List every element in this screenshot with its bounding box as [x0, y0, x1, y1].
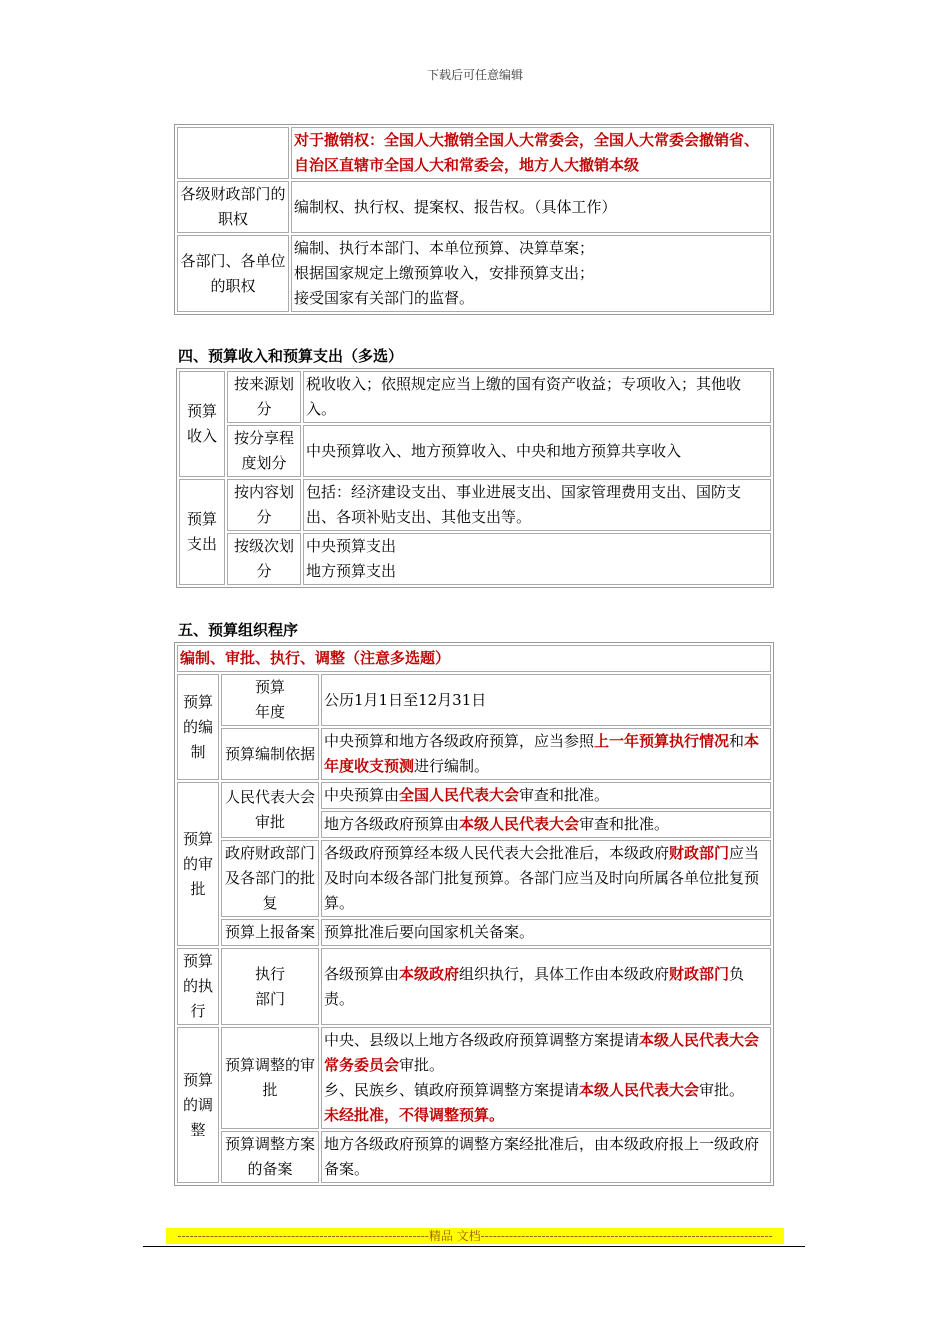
by-level-line: 中央预算支出 [306, 537, 397, 555]
execution-dept-label-line: 执行 [254, 964, 285, 983]
local-approval-text [321, 811, 771, 838]
budget-expense-label: 预算支出 [179, 479, 225, 585]
procedure-banner: 编制、审批、执行、调整（注意多选题） [177, 645, 771, 672]
highlight-span: 本年度收支预测 [324, 732, 760, 775]
highlight-span: 财政部门 [669, 964, 730, 983]
by-content-label: 按内容划分 [227, 479, 301, 531]
footer-text: --------------------------------------------------------------精品 文档------------------------------------------------------------------------ [177, 1229, 773, 1243]
footer-rule [143, 1246, 805, 1247]
adjustment-line [324, 1078, 768, 1103]
text-span: 和 [729, 732, 745, 750]
section-title: 四、预算收入和预算支出（多选） [178, 347, 404, 365]
table-row [177, 728, 771, 780]
table-cell-empty [177, 127, 289, 179]
table-row [177, 127, 771, 179]
unit-powers-line: 接受国家有关部门的监督。 [294, 289, 475, 307]
by-content-text: 包括：经济建设支出、事业进展支出、国家管理费用支出、国防支出、各项补贴支出、其他支出等。 [303, 479, 771, 531]
text-span: 审批。 [699, 1081, 745, 1099]
text-span: 各级预算由 [324, 964, 400, 983]
preparation-basis-label: 预算编制依据 [221, 728, 319, 780]
unit-powers-line: 编制、执行本部门、本单位预算、决算草案； [294, 239, 595, 257]
table-row [179, 533, 771, 585]
filing-label: 预算上报备案 [221, 919, 319, 946]
congress-approval-label: 人民代表大会审批 [221, 782, 319, 838]
execution-dept-text [321, 948, 771, 1025]
finance-dept-powers-text: 编制权、执行权、提案权、报告权。（具体工作） [291, 181, 771, 233]
finance-dept-powers-label: 各级财政部门的职权 [177, 181, 289, 233]
text-span: 审查和批准。 [579, 815, 670, 833]
table-row [177, 840, 771, 917]
table-row [177, 1027, 771, 1129]
budget-year-label-line: 年度 [254, 703, 285, 721]
text-span: 乡、民族乡、镇政府预算调整方案提请 [324, 1081, 580, 1099]
table-row [179, 425, 771, 477]
text-span: 组织执行，具体工作由本级政府 [459, 964, 670, 983]
preparation-basis-text [321, 728, 771, 780]
table-row [179, 479, 771, 531]
budget-execution-label: 预算的执行 [177, 948, 219, 1025]
by-share-text: 中央预算收入、地方预算收入、中央和地方预算共享收入 [303, 425, 771, 477]
by-level-text [303, 533, 771, 585]
execution-dept-label-line: 部门 [254, 989, 285, 1008]
adjustment-warning: 未经批准，不得调整预算。 [324, 1106, 505, 1124]
by-source-label: 按来源划分 [227, 371, 301, 423]
by-level-label: 按级次划分 [227, 533, 301, 585]
finance-reply-text [321, 840, 771, 917]
text-span: 进行编制。 [414, 757, 490, 775]
table-row [177, 1131, 771, 1183]
text-span: 负责。 [324, 964, 745, 1008]
by-level-line: 地方预算支出 [306, 562, 397, 580]
budget-year-label-line: 预算 [254, 678, 285, 696]
adjustment-approval-label: 预算调整的审批 [221, 1027, 319, 1129]
adjustment-approval-text [321, 1027, 771, 1129]
highlight-span: 本级政府 [399, 964, 460, 983]
unit-powers-label: 各部门、各单位的职权 [177, 235, 289, 312]
highlight-span: 本级人民代表大会 [459, 815, 580, 833]
filing-text: 预算批准后要向国家机关备案。 [321, 919, 771, 946]
section-title: 五、预算组织程序 [178, 621, 299, 639]
by-source-text: 税收收入；依照规定应当上缴的国有资产收益；专项收入；其他收入。 [303, 371, 771, 423]
text-span: 审批。 [399, 1056, 445, 1074]
text-span: 中央预算和地方各级政府预算，应当参照 [324, 732, 595, 750]
unit-powers-line: 根据国家规定上缴预算收入，安排预算支出； [294, 264, 595, 282]
budget-year-text: 公历1月1日至12月31日 [321, 674, 771, 726]
text-span: 中央预算由 [324, 786, 400, 804]
adjustment-filing-label: 预算调整方案的备案 [221, 1131, 319, 1183]
highlight-span: 全国人民代表大会 [399, 786, 520, 804]
table-row [177, 181, 771, 233]
execution-dept-label [221, 948, 319, 1025]
income-expense-table [176, 368, 774, 588]
highlight-span: 上一年预算执行情况 [594, 732, 730, 750]
page-header: 下载后可任意编辑 [426, 68, 523, 82]
table-row [179, 371, 771, 423]
table-row [177, 782, 771, 809]
highlight-span: 本级人民代表大会 [579, 1081, 700, 1099]
budget-preparation-label: 预算的编制 [177, 674, 219, 780]
adjustment-filing-text: 地方各级政府预算的调整方案经批准后，由本级政府报上一级政府备案。 [321, 1131, 771, 1183]
text-span: 地方各级政府预算由 [324, 815, 460, 833]
text-span: 各级政府预算经本级人民代表大会批准后，本级政府 [324, 844, 670, 862]
table-row [177, 948, 771, 1025]
finance-reply-label: 政府财政部门及各部门的批复 [221, 840, 319, 917]
table-row [177, 919, 771, 946]
text-span: 审查和批准。 [519, 786, 610, 804]
central-approval-text [321, 782, 771, 809]
revocation-power-text: 对于撤销权：全国人大撤销全国人大常委会，全国人大常委会撤销省、自治区直辖市全国人大和常委会，地方人大撤销本级 [291, 127, 771, 179]
table-row [177, 645, 771, 672]
text-span: 应当及时向本级各部门批复预算。各部门应当及时向所属各单位批复预算。 [324, 844, 760, 912]
highlight-span: 财政部门 [669, 844, 730, 862]
adjustment-line [324, 1028, 768, 1078]
unit-powers-text [291, 235, 771, 312]
text-span: 中央、县级以上地方各级政府预算调整方案提请 [324, 1031, 640, 1049]
budget-procedure-table [174, 642, 774, 1186]
table-row [177, 235, 771, 312]
highlight-span: 本级人民代表大会常务委员会 [324, 1031, 760, 1074]
budget-income-label: 预算收入 [179, 371, 225, 477]
budget-approval-label: 预算的审批 [177, 782, 219, 946]
budget-adjustment-label: 预算的调整 [177, 1027, 219, 1183]
powers-table [174, 124, 774, 315]
by-share-label: 按分享程度划分 [227, 425, 301, 477]
budget-year-label [221, 674, 319, 726]
table-row [177, 674, 771, 726]
